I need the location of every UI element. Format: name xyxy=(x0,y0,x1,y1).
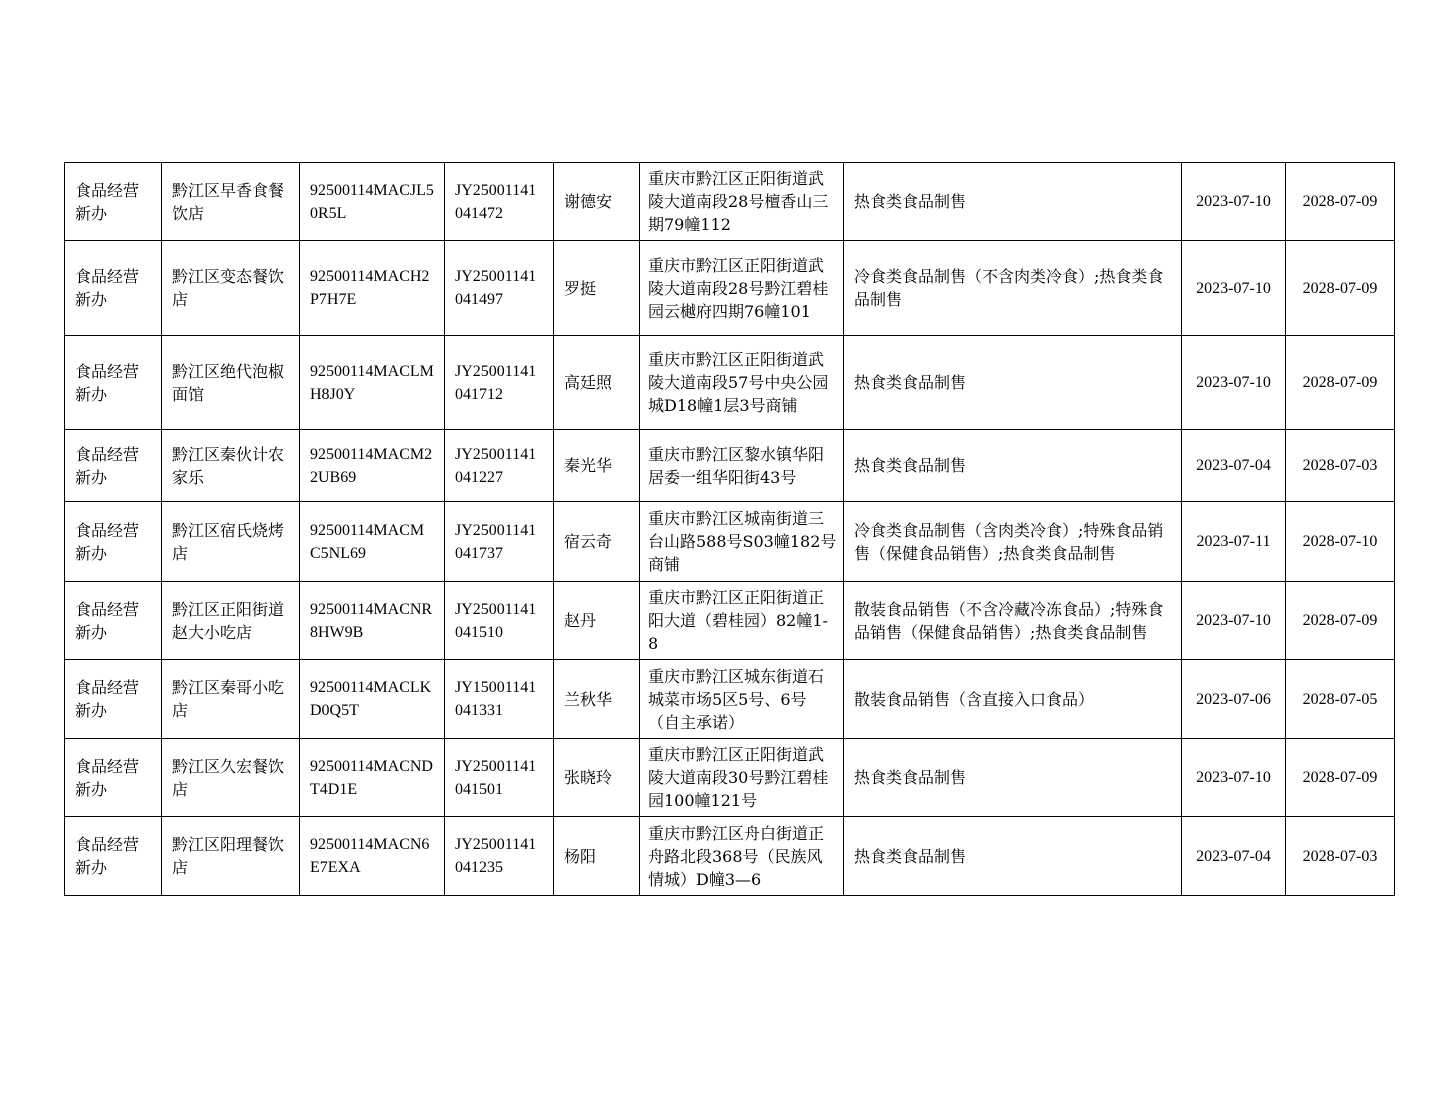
cell-expiry-date: 2028-07-09 xyxy=(1286,739,1395,817)
cell-change-type: 食品经营新办 xyxy=(65,336,162,430)
cell-issue-date: 2023-07-06 xyxy=(1182,660,1286,739)
cell-credit-code: 92500114MACH2P7H7E xyxy=(300,241,445,336)
cell-address: 重庆市黔江区正阳街道正阳大道（碧桂园）82幢1-8 xyxy=(640,582,844,660)
cell-change-type: 食品经营新办 xyxy=(65,660,162,739)
cell-address: 重庆市黔江区正阳街道武陵大道南段28号黔江碧桂园云樾府四期76幢101 xyxy=(640,241,844,336)
cell-address: 重庆市黔江区城南街道三台山路588号S03幢182号商铺 xyxy=(640,502,844,582)
table-row xyxy=(65,660,1395,739)
table-row xyxy=(65,817,1395,896)
cell-issue-date: 2023-07-10 xyxy=(1182,582,1286,660)
cell-credit-code: 92500114MACLMH8J0Y xyxy=(300,336,445,430)
cell-business-name: 黔江区阳理餐饮店 xyxy=(162,817,300,896)
cell-change-type: 食品经营新办 xyxy=(65,430,162,502)
cell-address: 重庆市黔江区舟白街道正舟路北段368号（民族风情城）D幢3—6 xyxy=(640,817,844,896)
cell-credit-code: 92500114MACLKD0Q5T xyxy=(300,660,445,739)
cell-legal-person: 秦光华 xyxy=(554,430,640,502)
cell-expiry-date: 2028-07-03 xyxy=(1286,430,1395,502)
cell-business-scope: 热食类食品制售 xyxy=(844,163,1182,241)
cell-business-scope: 冷食类食品制售（不含肉类冷食）;热食类食品制售 xyxy=(844,241,1182,336)
cell-expiry-date: 2028-07-05 xyxy=(1286,660,1395,739)
cell-expiry-date: 2028-07-09 xyxy=(1286,163,1395,241)
cell-license-number: JY25001141041472 xyxy=(445,163,554,241)
cell-license-number: JY25001141041497 xyxy=(445,241,554,336)
cell-license-number: JY15001141041331 xyxy=(445,660,554,739)
cell-legal-person: 罗挺 xyxy=(554,241,640,336)
cell-issue-date: 2023-07-10 xyxy=(1182,739,1286,817)
cell-address: 重庆市黔江区黎水镇华阳居委一组华阳街43号 xyxy=(640,430,844,502)
license-records-table xyxy=(64,162,1395,896)
cell-expiry-date: 2028-07-09 xyxy=(1286,336,1395,430)
cell-expiry-date: 2028-07-03 xyxy=(1286,817,1395,896)
cell-business-scope: 热食类食品制售 xyxy=(844,817,1182,896)
cell-expiry-date: 2028-07-10 xyxy=(1286,502,1395,582)
cell-business-name: 黔江区绝代泡椒面馆 xyxy=(162,336,300,430)
cell-credit-code: 92500114MACMC5NL69 xyxy=(300,502,445,582)
cell-license-number: JY25001141041510 xyxy=(445,582,554,660)
cell-address: 重庆市黔江区正阳街道武陵大道南段30号黔江碧桂园100幢121号 xyxy=(640,739,844,817)
cell-business-name: 黔江区久宏餐饮店 xyxy=(162,739,300,817)
cell-change-type: 食品经营新办 xyxy=(65,739,162,817)
cell-change-type: 食品经营新办 xyxy=(65,163,162,241)
cell-license-number: JY25001141041712 xyxy=(445,336,554,430)
cell-change-type: 食品经营新办 xyxy=(65,241,162,336)
cell-legal-person: 杨阳 xyxy=(554,817,640,896)
cell-issue-date: 2023-07-10 xyxy=(1182,241,1286,336)
cell-expiry-date: 2028-07-09 xyxy=(1286,582,1395,660)
table-row xyxy=(65,241,1395,336)
cell-legal-person: 兰秋华 xyxy=(554,660,640,739)
table-row xyxy=(65,336,1395,430)
table-row xyxy=(65,430,1395,502)
cell-issue-date: 2023-07-11 xyxy=(1182,502,1286,582)
cell-legal-person: 赵丹 xyxy=(554,582,640,660)
cell-business-scope: 冷食类食品制售（含肉类冷食）;特殊食品销售（保健食品销售）;热食类食品制售 xyxy=(844,502,1182,582)
cell-credit-code: 92500114MACM22UB69 xyxy=(300,430,445,502)
cell-issue-date: 2023-07-04 xyxy=(1182,430,1286,502)
cell-address: 重庆市黔江区正阳街道武陵大道南段57号中央公园城D18幢1层3号商铺 xyxy=(640,336,844,430)
cell-license-number: JY25001141041501 xyxy=(445,739,554,817)
cell-legal-person: 宿云奇 xyxy=(554,502,640,582)
cell-credit-code: 92500114MACN6E7EXA xyxy=(300,817,445,896)
cell-issue-date: 2023-07-04 xyxy=(1182,817,1286,896)
cell-license-number: JY25001141041235 xyxy=(445,817,554,896)
cell-business-name: 黔江区宿氏烧烤店 xyxy=(162,502,300,582)
cell-business-scope: 热食类食品制售 xyxy=(844,336,1182,430)
cell-business-name: 黔江区变态餐饮店 xyxy=(162,241,300,336)
cell-business-scope: 散装食品销售（含直接入口食品） xyxy=(844,660,1182,739)
cell-credit-code: 92500114MACNR8HW9B xyxy=(300,582,445,660)
table-row xyxy=(65,163,1395,241)
cell-business-name: 黔江区正阳街道赵大小吃店 xyxy=(162,582,300,660)
table-body xyxy=(65,163,1395,896)
cell-issue-date: 2023-07-10 xyxy=(1182,163,1286,241)
table-row xyxy=(65,502,1395,582)
cell-business-scope: 热食类食品制售 xyxy=(844,430,1182,502)
cell-expiry-date: 2028-07-09 xyxy=(1286,241,1395,336)
cell-credit-code: 92500114MACJL50R5L xyxy=(300,163,445,241)
cell-legal-person: 谢德安 xyxy=(554,163,640,241)
cell-credit-code: 92500114MACNDT4D1E xyxy=(300,739,445,817)
cell-legal-person: 张晓玲 xyxy=(554,739,640,817)
cell-change-type: 食品经营新办 xyxy=(65,817,162,896)
cell-business-name: 黔江区秦伙计农家乐 xyxy=(162,430,300,502)
cell-issue-date: 2023-07-10 xyxy=(1182,336,1286,430)
cell-legal-person: 高廷照 xyxy=(554,336,640,430)
cell-business-name: 黔江区早香食餐饮店 xyxy=(162,163,300,241)
table-row xyxy=(65,582,1395,660)
cell-license-number: JY25001141041737 xyxy=(445,502,554,582)
cell-license-number: JY25001141041227 xyxy=(445,430,554,502)
cell-change-type: 食品经营新办 xyxy=(65,502,162,582)
cell-change-type: 食品经营新办 xyxy=(65,582,162,660)
cell-address: 重庆市黔江区城东街道石城菜市场5区5号、6号（自主承诺） xyxy=(640,660,844,739)
table-row xyxy=(65,739,1395,817)
cell-business-scope: 散装食品销售（不含冷藏冷冻食品）;特殊食品销售（保健食品销售）;热食类食品制售 xyxy=(844,582,1182,660)
cell-address: 重庆市黔江区正阳街道武陵大道南段28号檀香山三期79幢112 xyxy=(640,163,844,241)
cell-business-name: 黔江区秦哥小吃店 xyxy=(162,660,300,739)
cell-business-scope: 热食类食品制售 xyxy=(844,739,1182,817)
